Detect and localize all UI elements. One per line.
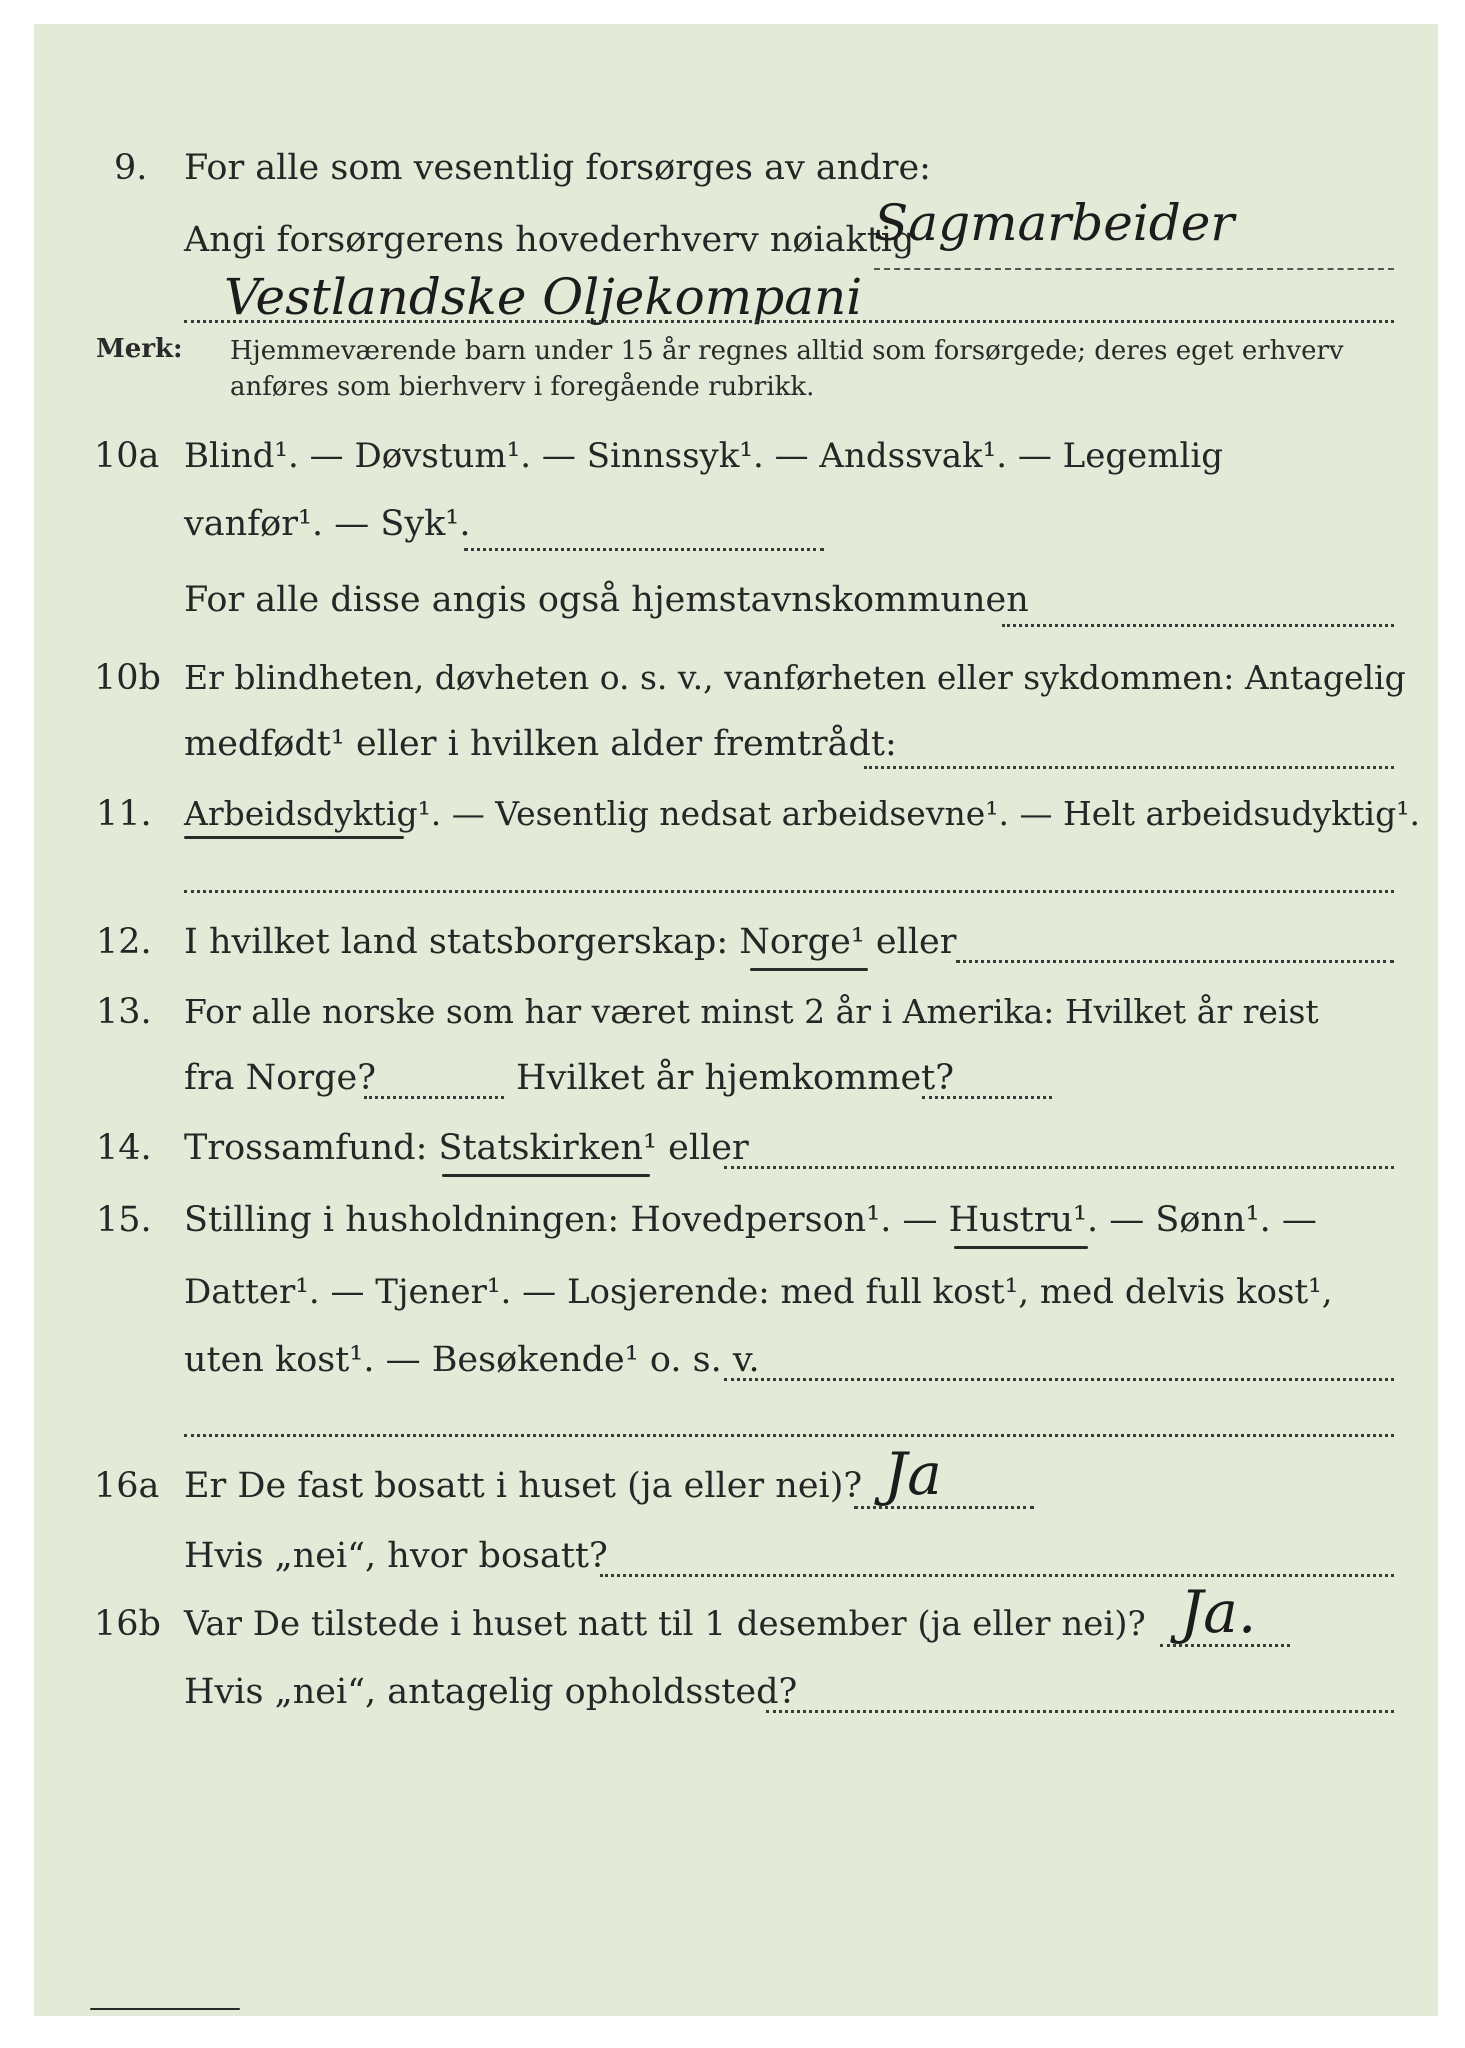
- q9-number: 9.: [114, 148, 148, 188]
- q11-number: 11.: [96, 794, 152, 834]
- q10a-syk-line: [464, 548, 824, 551]
- q9-answer-line-2: [184, 320, 1394, 323]
- q11-answer-line: [184, 890, 1394, 893]
- q10a-number: 10a: [94, 436, 160, 476]
- q15-line-3: uten kost¹. — Besøkende¹ o. s. v.: [184, 1340, 760, 1380]
- q15-line-1: Stilling i husholdningen: Hovedperson¹. — Hustru¹. — Sønn¹. —: [184, 1200, 1317, 1240]
- q10a-line-2: vanfør¹. — Syk¹.: [184, 504, 471, 544]
- q11-line-1: Arbeidsdyktig¹. — Vesentlig nedsat arbeidsevne¹. — Helt arbeidsudyktig¹.: [184, 794, 1420, 833]
- q15-number: 15.: [96, 1200, 152, 1240]
- q16b-line-2: Hvis „nei“, antagelig opholdssted?: [184, 1672, 798, 1712]
- q10a-kommune-line: [1002, 624, 1394, 627]
- q16a-answer-line: [854, 1506, 1034, 1509]
- q16b-opholdssted-line: [766, 1710, 1394, 1713]
- q15-hustru-underline[interactable]: [954, 1246, 1088, 1249]
- q9-question: For alle som vesentlig forsørges av andre:: [184, 148, 931, 188]
- q9-occupation-label: Angi forsørgerens hovederhverv nøiaktig: [184, 220, 915, 260]
- q9-answer-line-1: [874, 268, 1394, 270]
- q15-answer-line-2: [184, 1434, 1394, 1437]
- q13-reist-line: [364, 1096, 504, 1099]
- q10b-age-line: [864, 766, 1394, 769]
- q14-answer-line: [724, 1166, 1394, 1169]
- q13-hjemkommet-label: Hvilket år hjemkommet?: [516, 1058, 955, 1098]
- q10b-line-1: Er blindheten, døvheten o. s. v., vanførheten eller sykdommen: Antagelig: [184, 658, 1406, 697]
- q16b-line-1: Var De tilstede i huset natt til 1 desember (ja eller nei)?: [184, 1604, 1146, 1644]
- merk-line-1: Hjemmeværende barn under 15 år regnes alltid som forsørgede; deres eget erhverv: [230, 336, 1344, 366]
- q16a-answer-handwritten[interactable]: Ja: [884, 1440, 942, 1508]
- q16a-number: 16a: [94, 1466, 160, 1506]
- q14-statskirken-underline[interactable]: [442, 1174, 650, 1177]
- q15-answer-line-1: [724, 1378, 1394, 1381]
- q11-arbeidsdyktig-underline[interactable]: [184, 836, 404, 839]
- q10b-number: 10b: [94, 658, 161, 698]
- q14-number: 14.: [96, 1128, 152, 1168]
- q13-hjemkommet-line: [922, 1096, 1052, 1099]
- q12-answer-line: [956, 960, 1394, 963]
- q16a-bosatt-line: [600, 1574, 1394, 1577]
- q16b-number: 16b: [94, 1604, 161, 1644]
- q9-answer-handwritten-2[interactable]: Vestlandske Oljekompani: [224, 268, 863, 326]
- q13-line-1: For alle norske som har været minst 2 år i Amerika: Hvilket år reist: [184, 992, 1319, 1031]
- q16a-line-2: Hvis „nei“, hvor bosatt?: [184, 1536, 608, 1576]
- q12-norge-underline[interactable]: [750, 968, 868, 971]
- merk-label: Merk:: [96, 334, 183, 364]
- q16a-line-1: Er De fast bosatt i huset (ja eller nei)?: [184, 1466, 863, 1506]
- bottom-margin-line: [90, 2008, 240, 2010]
- q9-answer-handwritten-1[interactable]: Sagmarbeider: [874, 194, 1235, 252]
- q15-line-2: Datter¹. — Tjener¹. — Losjerende: med full kost¹, med delvis kost¹,: [184, 1272, 1333, 1312]
- q10a-line-1: Blind¹. — Døvstum¹. — Sinnssyk¹. — Andssvak¹. — Legemlig: [184, 436, 1223, 476]
- q13-number: 13.: [96, 992, 152, 1032]
- q10a-line-3: For alle disse angis også hjemstavnskommunen: [184, 580, 1029, 620]
- q13-reist-label: fra Norge?: [184, 1058, 376, 1098]
- q14-line-1: Trossamfund: Statskirken¹ eller: [184, 1128, 749, 1168]
- q12-number: 12.: [96, 922, 152, 962]
- merk-line-2: anføres som bierhverv i foregående rubrikk.: [230, 372, 815, 402]
- census-form-page: [34, 24, 1438, 2016]
- q16b-answer-line: [1160, 1644, 1290, 1647]
- q12-line-1: I hvilket land statsborgerskap: Norge¹ eller: [184, 922, 957, 962]
- q16b-answer-handwritten[interactable]: Ja.: [1180, 1578, 1257, 1646]
- q10b-line-2: medfødt¹ eller i hvilken alder fremtrådt:: [184, 724, 897, 764]
